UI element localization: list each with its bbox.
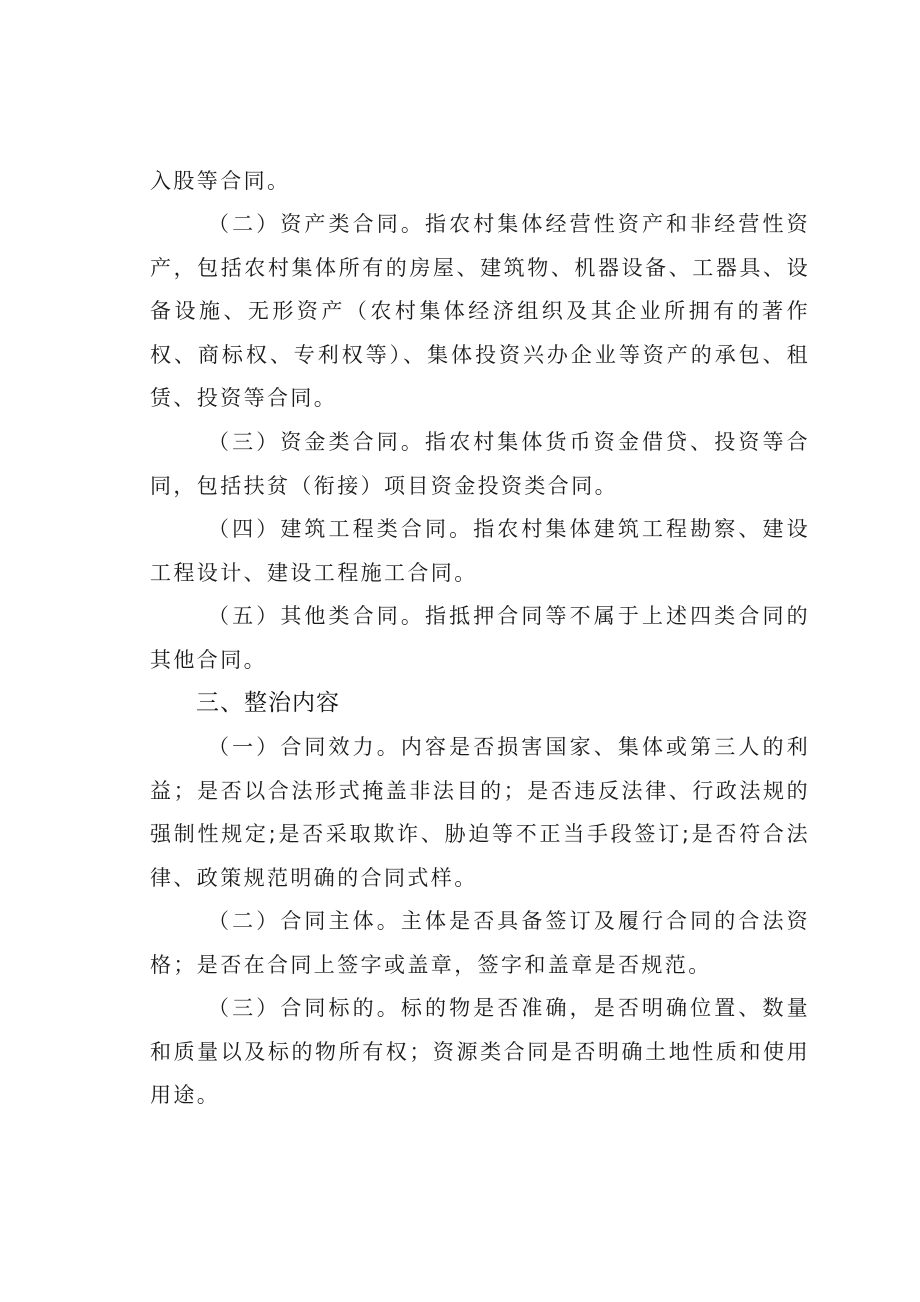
paragraph-construction-contracts: （四）建筑工程类合同。指农村集体建筑工程勘察、建设工程设计、建设工程施工合同。: [150, 517, 810, 585]
paragraph-contract-validity: （一）合同效力。内容是否损害国家、集体或第三人的利益；是否以合法形式掩盖非法目的；是否违反法律、行政法规的强制性规定;是否采取欺诈、胁迫等不正当手段签订;是否符合法律、政策规范明确的合同式样。: [150, 735, 810, 890]
paragraph-continuation: 入股等合同。: [150, 169, 291, 193]
paragraph-contract-parties: （二）合同主体。主体是否具备签订及履行合同的合法资格；是否在合同上签字或盖章，签字和盖章是否规范。: [150, 909, 810, 977]
paragraph-asset-contracts: （二）资产类合同。指农村集体经营性资产和非经营性资产，包括农村集体所有的房屋、建筑物、机器设备、工器具、设备设施、无形资产（农村集体经济组织及其企业所拥有的著作权、商标权、专利权等）、集体投资兴办企业等资产的承包、租赁、投资等合同。: [150, 212, 810, 410]
paragraph-contract-subject: （三）合同标的。标的物是否准确，是否明确位置、数量和质量以及标的物所有权；资源类合同是否明确土地性质和使用用途。: [150, 996, 810, 1107]
paragraph-fund-contracts: （三）资金类合同。指农村集体货币资金借贷、投资等合同，包括扶贫（衔接）项目资金投资类合同。: [150, 430, 810, 498]
section-heading: 三、整治内容: [196, 690, 340, 716]
paragraph-other-contracts: （五）其他类合同。指抵押合同等不属于上述四类合同的其他合同。: [150, 604, 810, 672]
